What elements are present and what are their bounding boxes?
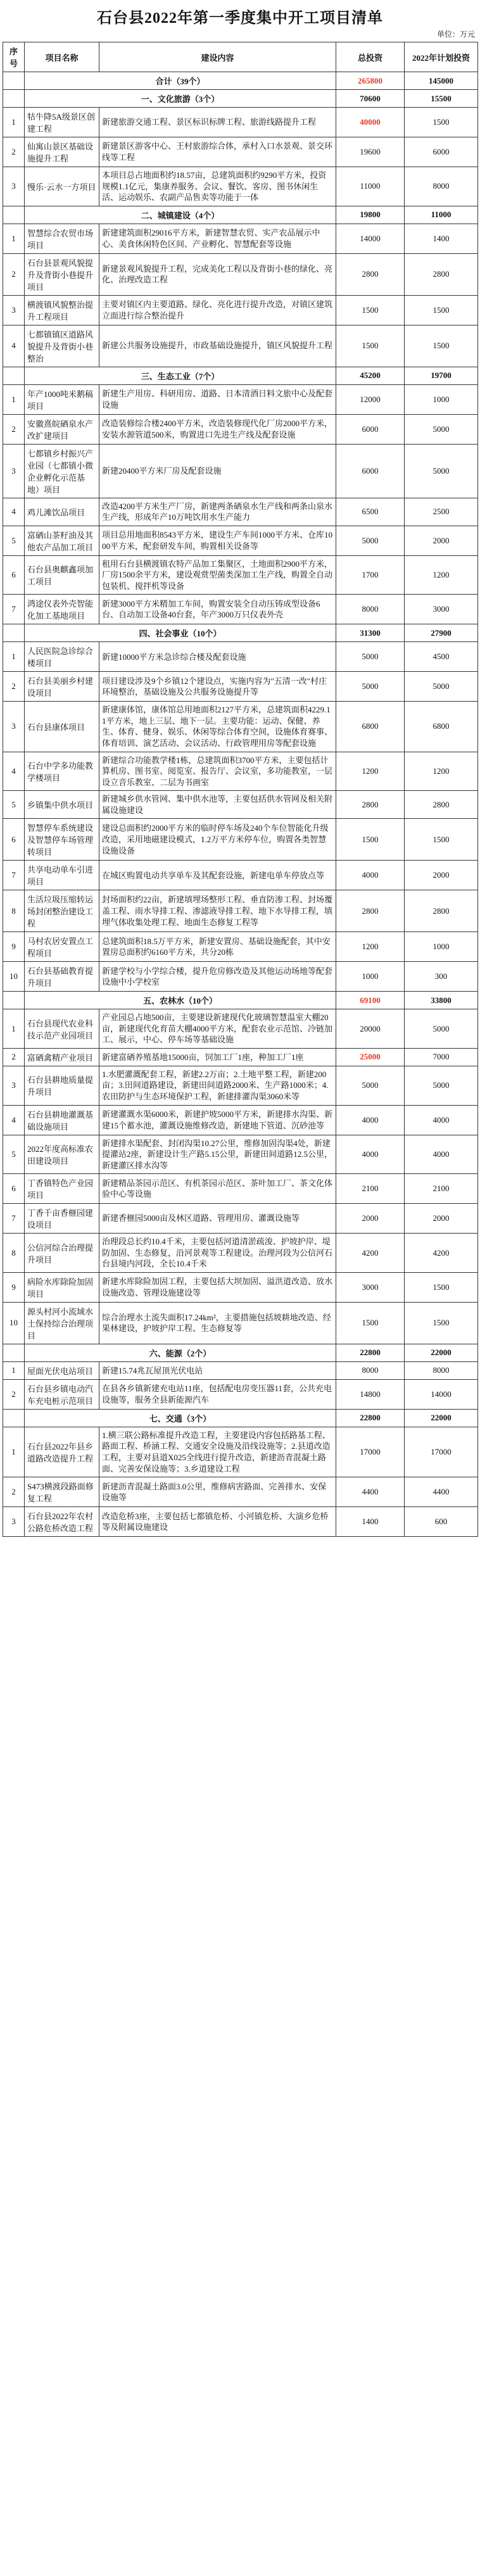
row-plan: 1000 [405, 932, 478, 962]
header-name: 项目名称 [25, 42, 99, 72]
row-total: 20000 [336, 1009, 405, 1049]
row-project-name: 屋面光伏电站项目 [25, 1361, 99, 1379]
row-content: 项目总用地面积8543平方米，建设生产车间1000平方米、仓库1000平方米，配套研发车间，购置相关设备等 [99, 526, 336, 555]
table-row [3, 1135, 478, 1174]
row-plan: 2000 [405, 1204, 478, 1234]
row-total: 2800 [336, 791, 405, 819]
row-plan: 5000 [405, 672, 478, 702]
row-seq: 3 [3, 167, 25, 206]
row-content: 1.水肥灌溉配套工程，新建2.2万亩；2.土地平整工程，新建200亩；3.田间道路建设，新建田间道路2000米、生产路1000米；4.农田防护与生态环境保护工程，新建排灌沟渠3060米等 [99, 1066, 336, 1105]
row-total: 4000 [336, 1105, 405, 1135]
section-label: 四、社会事业（10个） [25, 624, 336, 642]
row-content: 新建公共服务设施提升，市政基础设施提升，镇区风貌提升工程 [99, 325, 336, 367]
row-total: 1500 [336, 295, 405, 325]
row-content: 改造危桥3座，主要包括七都镇危桥、小河镇危桥、大演乡危桥等及附属设施建设 [99, 1507, 336, 1537]
section-total: 22800 [336, 1344, 405, 1361]
row-project-name: 横渡镇风貌整治提升工程项目 [25, 295, 99, 325]
table-row [3, 890, 478, 932]
row-plan: 1500 [405, 325, 478, 367]
row-seq: 8 [3, 1234, 25, 1273]
row-project-name: 石台县2022年县乡道路改造提升工程 [25, 1427, 99, 1477]
row-content: 新建生产用房、科研用房、道路、日本清酒日料文旅中心及配套设施 [99, 384, 336, 414]
row-seq: 8 [3, 890, 25, 932]
table-row [3, 526, 478, 555]
row-total: 4000 [336, 861, 405, 890]
section-plan: 27900 [405, 624, 478, 642]
row-total: 12000 [336, 384, 405, 414]
row-total: 11000 [336, 167, 405, 206]
table-row [3, 861, 478, 890]
table-row [3, 791, 478, 819]
row-seq: 2 [3, 253, 25, 295]
row-seq: 6 [3, 555, 25, 595]
row-seq: 5 [3, 1135, 25, 1174]
row-plan: 1500 [405, 1272, 478, 1302]
row-plan: 1200 [405, 555, 478, 595]
section-plan: 22000 [405, 1409, 478, 1427]
row-content: 新建精品茶园示范区、有机茶园示范区、茶叶加工厂、茶文化体验中心等设施 [99, 1174, 336, 1204]
row-content: 新建富硒养殖基地15000亩，饲加工厂1座，种加工厂1座 [99, 1048, 336, 1066]
row-project-name: S473横渡段路面修复工程 [25, 1477, 99, 1507]
row-project-name: 富硒山茶籽油及其他农产品加工项目 [25, 526, 99, 555]
row-seq: 6 [3, 819, 25, 861]
row-plan: 1500 [405, 108, 478, 137]
row-total: 2100 [336, 1174, 405, 1204]
table-row [3, 1105, 478, 1135]
row-total: 5000 [336, 642, 405, 672]
row-project-name: 仙寓山景区基础设施提升工程 [25, 137, 99, 167]
row-total: 6800 [336, 702, 405, 752]
row-seq: 7 [3, 595, 25, 624]
row-plan: 6000 [405, 137, 478, 167]
section-row [3, 624, 478, 642]
row-content: 封场面积约22亩，新建填埋场整形工程、垂直防渗工程、封场覆盖工程、雨水导排工程、渗滤液导排工程、地下水导排工程，填埋气体收集处理工程、地面生态修复工程等 [99, 890, 336, 932]
table-body [3, 72, 478, 1537]
row-seq: 2 [3, 1477, 25, 1507]
row-plan: 1500 [405, 819, 478, 861]
row-seq: 3 [3, 1066, 25, 1105]
table-row [3, 1379, 478, 1409]
header-content: 建设内容 [99, 42, 336, 72]
header-plan: 2022年计划投资 [405, 42, 478, 72]
row-project-name: 石台县美丽乡村建设项目 [25, 672, 99, 702]
table-row [3, 137, 478, 167]
row-project-name: 马村农居安置点工程项目 [25, 932, 99, 962]
table-row [3, 167, 478, 206]
row-seq: 1 [3, 384, 25, 414]
section-row [3, 1344, 478, 1361]
row-total: 1500 [336, 819, 405, 861]
row-plan: 4200 [405, 1234, 478, 1273]
row-plan: 1400 [405, 224, 478, 253]
row-project-name: 石台中学多功能教学楼项目 [25, 752, 99, 791]
row-total: 6500 [336, 498, 405, 526]
row-total: 40000 [336, 108, 405, 137]
table-row [3, 1048, 478, 1066]
row-total: 1200 [336, 932, 405, 962]
row-total: 1500 [336, 325, 405, 367]
row-project-name: 共享电动单车引进项目 [25, 861, 99, 890]
row-content: 新建康体馆，康体馆总用地面积2127平方米，总建筑面积4229.11平方米，地上三层、地下一层。主要功能：运动、保健、养生、体育、健身、娱乐、休闲等综合体育空间，设施体育赛事、体育培训、演艺活动、会议活动、行政管理用房等配套设施 [99, 702, 336, 752]
section-label: 七、交通（3个） [25, 1409, 336, 1427]
row-content: 在城区购置电动共享单车及其配套设施，新建电单车停放点等 [99, 861, 336, 890]
table-row [3, 1204, 478, 1234]
row-content: 新建10000平方米急诊综合楼及配套设施 [99, 642, 336, 672]
table-row [3, 1302, 478, 1344]
row-plan: 8000 [405, 1361, 478, 1379]
row-content: 1.横三联公路标准提升改造工程，主要建设内容包括路基工程、路面工程、桥涵工程、交通安全设施及沿线设施等；2.县道改造工程，主要对县道X025全线进行提升改造，新建沥青混凝土路面、完善安保设施等；3.乡道建设工程 [99, 1427, 336, 1477]
row-seq: 5 [3, 526, 25, 555]
section-row [3, 992, 478, 1009]
row-content: 治理段总长约10.4千米，主要包括河道清淤疏浚、护坡护岸、堤防加固、生态修复，沿河景观等工程建设。治理河段为公信河石台县境内河段，全长10.4千米 [99, 1234, 336, 1273]
row-content: 新建旅游交通工程、景区标识标牌工程、旅游线路提升工程 [99, 108, 336, 137]
row-plan: 5000 [405, 1009, 478, 1049]
section-total: 19800 [336, 206, 405, 224]
row-project-name: 源头村河小流域水土保持综合治理项目 [25, 1302, 99, 1344]
row-plan: 4400 [405, 1477, 478, 1507]
row-plan: 1000 [405, 384, 478, 414]
row-content: 产业园总占地500亩，主要建设新建现代化玻璃智慧温室大棚20亩，新建现代化育苗大棚4000平方米，配套农业示范馆、冷链加工、展示，中心、停车场等基础设施 [99, 1009, 336, 1049]
table-row [3, 819, 478, 861]
row-seq: 10 [3, 1302, 25, 1344]
row-project-name: 慢乐·云水一方项目 [25, 167, 99, 206]
row-plan: 300 [405, 962, 478, 992]
row-plan: 4000 [405, 1105, 478, 1135]
row-content: 新建15.74兆瓦屋顶光伏电站 [99, 1361, 336, 1379]
row-content: 新建灌溉水渠6000米，新建护坡5000平方米，新建排水沟渠、新建15个蓄水池，灌溉设施维修改造，新建地下管道、沉砂池等 [99, 1105, 336, 1135]
row-total: 17000 [336, 1427, 405, 1477]
row-project-name: 石台县2022年农村公路危桥改造工程 [25, 1507, 99, 1537]
row-content: 新建3000平方米精加工车间，购置安装全自动压铸成型设备6台、自动加工设备40台套，年产3000万只仪表外壳 [99, 595, 336, 624]
row-project-name: 乡镇集中供水项目 [25, 791, 99, 819]
row-project-name: 病险水库除险加固项目 [25, 1272, 99, 1302]
row-plan: 1500 [405, 295, 478, 325]
header-total: 总投资 [336, 42, 405, 72]
row-seq: 2 [3, 137, 25, 167]
table-row [3, 595, 478, 624]
row-project-name: 丁香镇特色产业园项目 [25, 1174, 99, 1204]
table-row [3, 384, 478, 414]
total-investment: 265800 [336, 72, 405, 90]
section-plan: 33800 [405, 992, 478, 1009]
section-total: 22800 [336, 1409, 405, 1427]
row-content: 新建沥青混凝土路面3.0公里，维修病害路面、完善排水、安保设施等 [99, 1477, 336, 1507]
table-row [3, 932, 478, 962]
project-table [3, 42, 478, 1537]
section-row [3, 367, 478, 384]
section-label: 一、文化旅游（3个） [25, 90, 336, 108]
row-seq: 1 [3, 1361, 25, 1379]
row-project-name: 石台县乡镇电动汽车充电桩示范项目 [25, 1379, 99, 1409]
row-seq: 7 [3, 1204, 25, 1234]
row-seq: 2 [3, 414, 25, 444]
header-seq: 序号 [3, 42, 25, 72]
section-plan: 19700 [405, 367, 478, 384]
row-plan: 2800 [405, 791, 478, 819]
table-row [3, 1477, 478, 1507]
row-seq: 4 [3, 325, 25, 367]
table-row [3, 1009, 478, 1049]
row-seq: 3 [3, 702, 25, 752]
row-project-name: 石台县现代农业科技示范产业园项目 [25, 1009, 99, 1049]
row-total: 5000 [336, 526, 405, 555]
table-row [3, 444, 478, 498]
row-content: 综合治理水土流失面积17.24km²，主要措施包括坡耕地改造、经果林建设，护坡护岸工程、生态修复等 [99, 1302, 336, 1344]
row-seq: 7 [3, 861, 25, 890]
row-plan: 3000 [405, 595, 478, 624]
row-plan: 4000 [405, 1135, 478, 1174]
row-seq: 1 [3, 224, 25, 253]
row-content: 改造装修综合楼2400平方米，改造装修现代化厂房2000平方米，安装水源管道500米，购置进口先进生产线及配套设施 [99, 414, 336, 444]
document-page [3, 0, 477, 1537]
row-project-name: 石台县耕地质量提升项目 [25, 1066, 99, 1105]
row-content: 新建综合功能教学楼1栋，总建筑面积3700平方米，主要包括计算机房、图书室、阅览室、报告厅、会议室，多功能教室，一层设立音乐教室、二层为书画室 [99, 752, 336, 791]
row-seq: 1 [3, 1427, 25, 1477]
row-seq: 4 [3, 498, 25, 526]
table-row [3, 1272, 478, 1302]
table-row [3, 642, 478, 672]
row-content: 新建排水渠配套、封闭沟渠10.27公里，维修加固沟渠4处，新建提灌站2座，新建设计生产路5.15公里，新建田间道路12.5公里，新建灌区排水沟等 [99, 1135, 336, 1174]
row-seq: 3 [3, 444, 25, 498]
row-seq: 2 [3, 1048, 25, 1066]
row-plan: 2500 [405, 498, 478, 526]
table-row [3, 702, 478, 752]
row-plan: 8000 [405, 167, 478, 206]
row-seq: 3 [3, 1507, 25, 1537]
row-seq: 4 [3, 752, 25, 791]
table-row [3, 1427, 478, 1477]
row-content: 建设总面积约2000平方米的临时停车场及240个车位智能化升级改造，采用地磁建设模式，1.2万平方米停车位，购置各类智慧设施设备 [99, 819, 336, 861]
row-plan: 1200 [405, 752, 478, 791]
section-row [3, 1409, 478, 1427]
row-total: 3000 [336, 1272, 405, 1302]
row-project-name: 石台县景观风貌提升及背街小巷提升项目 [25, 253, 99, 295]
row-project-name: 人民医院急诊综合楼项目 [25, 642, 99, 672]
section-total: 31300 [336, 624, 405, 642]
row-project-name: 安徽熹皖硒泉水产改扩建项目 [25, 414, 99, 444]
row-project-name: 智慧停车系统建设及智慧停车场管理转项目 [25, 819, 99, 861]
section-row [3, 206, 478, 224]
row-project-name: 年产1000吨米鹅稿项目 [25, 384, 99, 414]
row-seq: 3 [3, 295, 25, 325]
section-label: 三、生态工业（7个） [25, 367, 336, 384]
row-plan: 2800 [405, 890, 478, 932]
table-header-row [3, 42, 478, 72]
row-project-name: 牯牛降5A级景区创建工程 [25, 108, 99, 137]
row-total: 1700 [336, 555, 405, 595]
table-row [3, 498, 478, 526]
row-plan: 6800 [405, 702, 478, 752]
table-row [3, 1507, 478, 1537]
row-total: 1000 [336, 962, 405, 992]
row-plan: 2800 [405, 253, 478, 295]
row-total: 6000 [336, 444, 405, 498]
row-content: 新建学校与小学综合楼，提升危房修改造及其他运动场地等配套设施中小学校室 [99, 962, 336, 992]
row-plan: 14000 [405, 1379, 478, 1409]
table-row [3, 325, 478, 367]
row-total: 14000 [336, 224, 405, 253]
row-project-name: 生活垃圾压缩转运场封闭整治建设工程 [25, 890, 99, 932]
row-project-name: 鸡儿滩饮品项目 [25, 498, 99, 526]
section-total: 70600 [336, 90, 405, 108]
row-project-name: 石台县康体项目 [25, 702, 99, 752]
table-row [3, 1066, 478, 1105]
row-content: 主要对镇区内主要道路、绿化、亮化进行提升改造，对镇区建筑立面进行综合整治提升 [99, 295, 336, 325]
row-total: 4000 [336, 1135, 405, 1174]
section-plan: 11000 [405, 206, 478, 224]
row-project-name: 智慧综合农贸市场项目 [25, 224, 99, 253]
row-plan: 5000 [405, 444, 478, 498]
row-content: 新建城乡供水管网、集中供水池等，主要包括供水管网及相关附属设施建设 [99, 791, 336, 819]
row-plan: 2100 [405, 1174, 478, 1204]
row-project-name: 富硒禽精产业项目 [25, 1048, 99, 1066]
row-total: 2800 [336, 890, 405, 932]
row-content: 新建20400平方米厂房及配套设施 [99, 444, 336, 498]
row-content: 新建景观风貌提升工程，完成美化工程以及背街小巷的绿化、亮化、治理改造工程 [99, 253, 336, 295]
section-total: 45200 [336, 367, 405, 384]
table-row [3, 414, 478, 444]
row-seq: 2 [3, 1379, 25, 1409]
row-plan: 7000 [405, 1048, 478, 1066]
row-project-name: 七都镇镇区道路风貌提升及背街小巷整治 [25, 325, 99, 367]
row-total: 5000 [336, 672, 405, 702]
row-project-name: 鸿途仪表外壳智能化加工基地项目 [25, 595, 99, 624]
table-row [3, 295, 478, 325]
row-total: 1200 [336, 752, 405, 791]
row-content: 项目建设涉及9个乡镇12个建设点，实施内容为"五清一改"村庄环境整治，基础设施及公共服务设施提升等 [99, 672, 336, 702]
row-content: 新建建筑面积29016平方米，新建智慧农贸、实产农品展示中心、美食休闲特色区间、产业孵化、智慧配套等设施 [99, 224, 336, 253]
row-seq: 1 [3, 642, 25, 672]
row-project-name: 2022年度高标准农田建设项目 [25, 1135, 99, 1174]
section-label: 六、能源（2个） [25, 1344, 336, 1361]
row-total: 1400 [336, 1507, 405, 1537]
row-seq: 4 [3, 1105, 25, 1135]
section-plan: 22000 [405, 1344, 478, 1361]
row-plan: 5000 [405, 1066, 478, 1105]
row-seq: 10 [3, 962, 25, 992]
document-title: 石台县2022年第一季度集中开工项目清单 [97, 10, 383, 27]
row-content: 新建水库除险加固工程，主要包括大坝加固、溢洪道改造、放水设施改造、管理设施建设等 [99, 1272, 336, 1302]
row-total: 19600 [336, 137, 405, 167]
table-row [3, 672, 478, 702]
row-total: 25000 [336, 1048, 405, 1066]
row-plan: 1500 [405, 1302, 478, 1344]
row-seq: 5 [3, 791, 25, 819]
row-project-name: 石台县奥麒鑫项加工项目 [25, 555, 99, 595]
row-content: 新建香榧园5000亩及林区道路、管理用房、灌溉设施等 [99, 1204, 336, 1234]
total-row [3, 72, 478, 90]
table-row [3, 962, 478, 992]
table-row [3, 1234, 478, 1273]
row-seq: 6 [3, 1174, 25, 1204]
row-total: 2800 [336, 253, 405, 295]
table-row [3, 752, 478, 791]
row-seq: 2 [3, 672, 25, 702]
row-total: 8000 [336, 595, 405, 624]
row-seq: 9 [3, 1272, 25, 1302]
row-plan: 600 [405, 1507, 478, 1537]
row-seq: 1 [3, 1009, 25, 1049]
row-total: 14800 [336, 1379, 405, 1409]
row-total: 2000 [336, 1204, 405, 1234]
row-seq: 1 [3, 108, 25, 137]
row-plan: 4500 [405, 642, 478, 672]
row-seq: 9 [3, 932, 25, 962]
row-content: 新建景区游客中心、王村旅游综合体，承村入口水景观、景交环线等工程 [99, 137, 336, 167]
row-project-name: 石台县基础教育提升项目 [25, 962, 99, 992]
table-row [3, 253, 478, 295]
section-label: 五、农林水（10个） [25, 992, 336, 1009]
row-project-name: 七都镇乡村振兴产业园（七都镇小微企业孵化示范基地）项目 [25, 444, 99, 498]
section-total: 69100 [336, 992, 405, 1009]
section-plan: 15500 [405, 90, 478, 108]
table-row [3, 1174, 478, 1204]
table-row [3, 555, 478, 595]
row-content: 本项目总占地面积约18.57亩，总建筑面积约9290平方米，投资规模1.1亿元，集康养服务、会议、餐饮、客房、图书休闲生活、运动娱乐、农副产品售卖等功能于一体 [99, 167, 336, 206]
row-content: 总建筑面积18.5万平方米，新建安置房、基础设施配套，其中安置房总面积约6160平方米，共分20栋 [99, 932, 336, 962]
row-project-name: 丁香千亩香榧园建设项目 [25, 1204, 99, 1234]
row-project-name: 石台县耕地灌溉基础设施项目 [25, 1105, 99, 1135]
section-label: 二、城镇建设（4个） [25, 206, 336, 224]
table-row [3, 224, 478, 253]
row-total: 5000 [336, 1066, 405, 1105]
row-total: 4400 [336, 1477, 405, 1507]
row-content: 租用石台县横渡镇农特产品加工集聚区，土地面积2900平方米，厂房1500余平方米，建设观赏型菌类深加工生产线，购置全自动包装机、搅拌机等设备 [99, 555, 336, 595]
section-row [3, 90, 478, 108]
row-plan: 5000 [405, 414, 478, 444]
row-project-name: 公信河综合治理提升项目 [25, 1234, 99, 1273]
total-plan: 145000 [405, 72, 478, 90]
row-content: 改造4200平方米生产厂房，新建两条硒泉水生产线和两条山泉水生产线，形成年产10万吨饮用水生产能力 [99, 498, 336, 526]
row-total: 6000 [336, 414, 405, 444]
row-plan: 2000 [405, 861, 478, 890]
row-total: 4200 [336, 1234, 405, 1273]
total-label: 合计（39个） [25, 72, 336, 90]
row-plan: 2000 [405, 526, 478, 555]
table-row [3, 1361, 478, 1379]
table-row [3, 108, 478, 137]
row-content: 在县各乡镇新建充电站11座，包括配电房变压器11套，公共充电设施等，服务全县新能源汽车 [99, 1379, 336, 1409]
unit-label: 单位：万元 [436, 30, 475, 39]
row-total: 1500 [336, 1302, 405, 1344]
row-plan: 17000 [405, 1427, 478, 1477]
row-total: 8000 [336, 1361, 405, 1379]
